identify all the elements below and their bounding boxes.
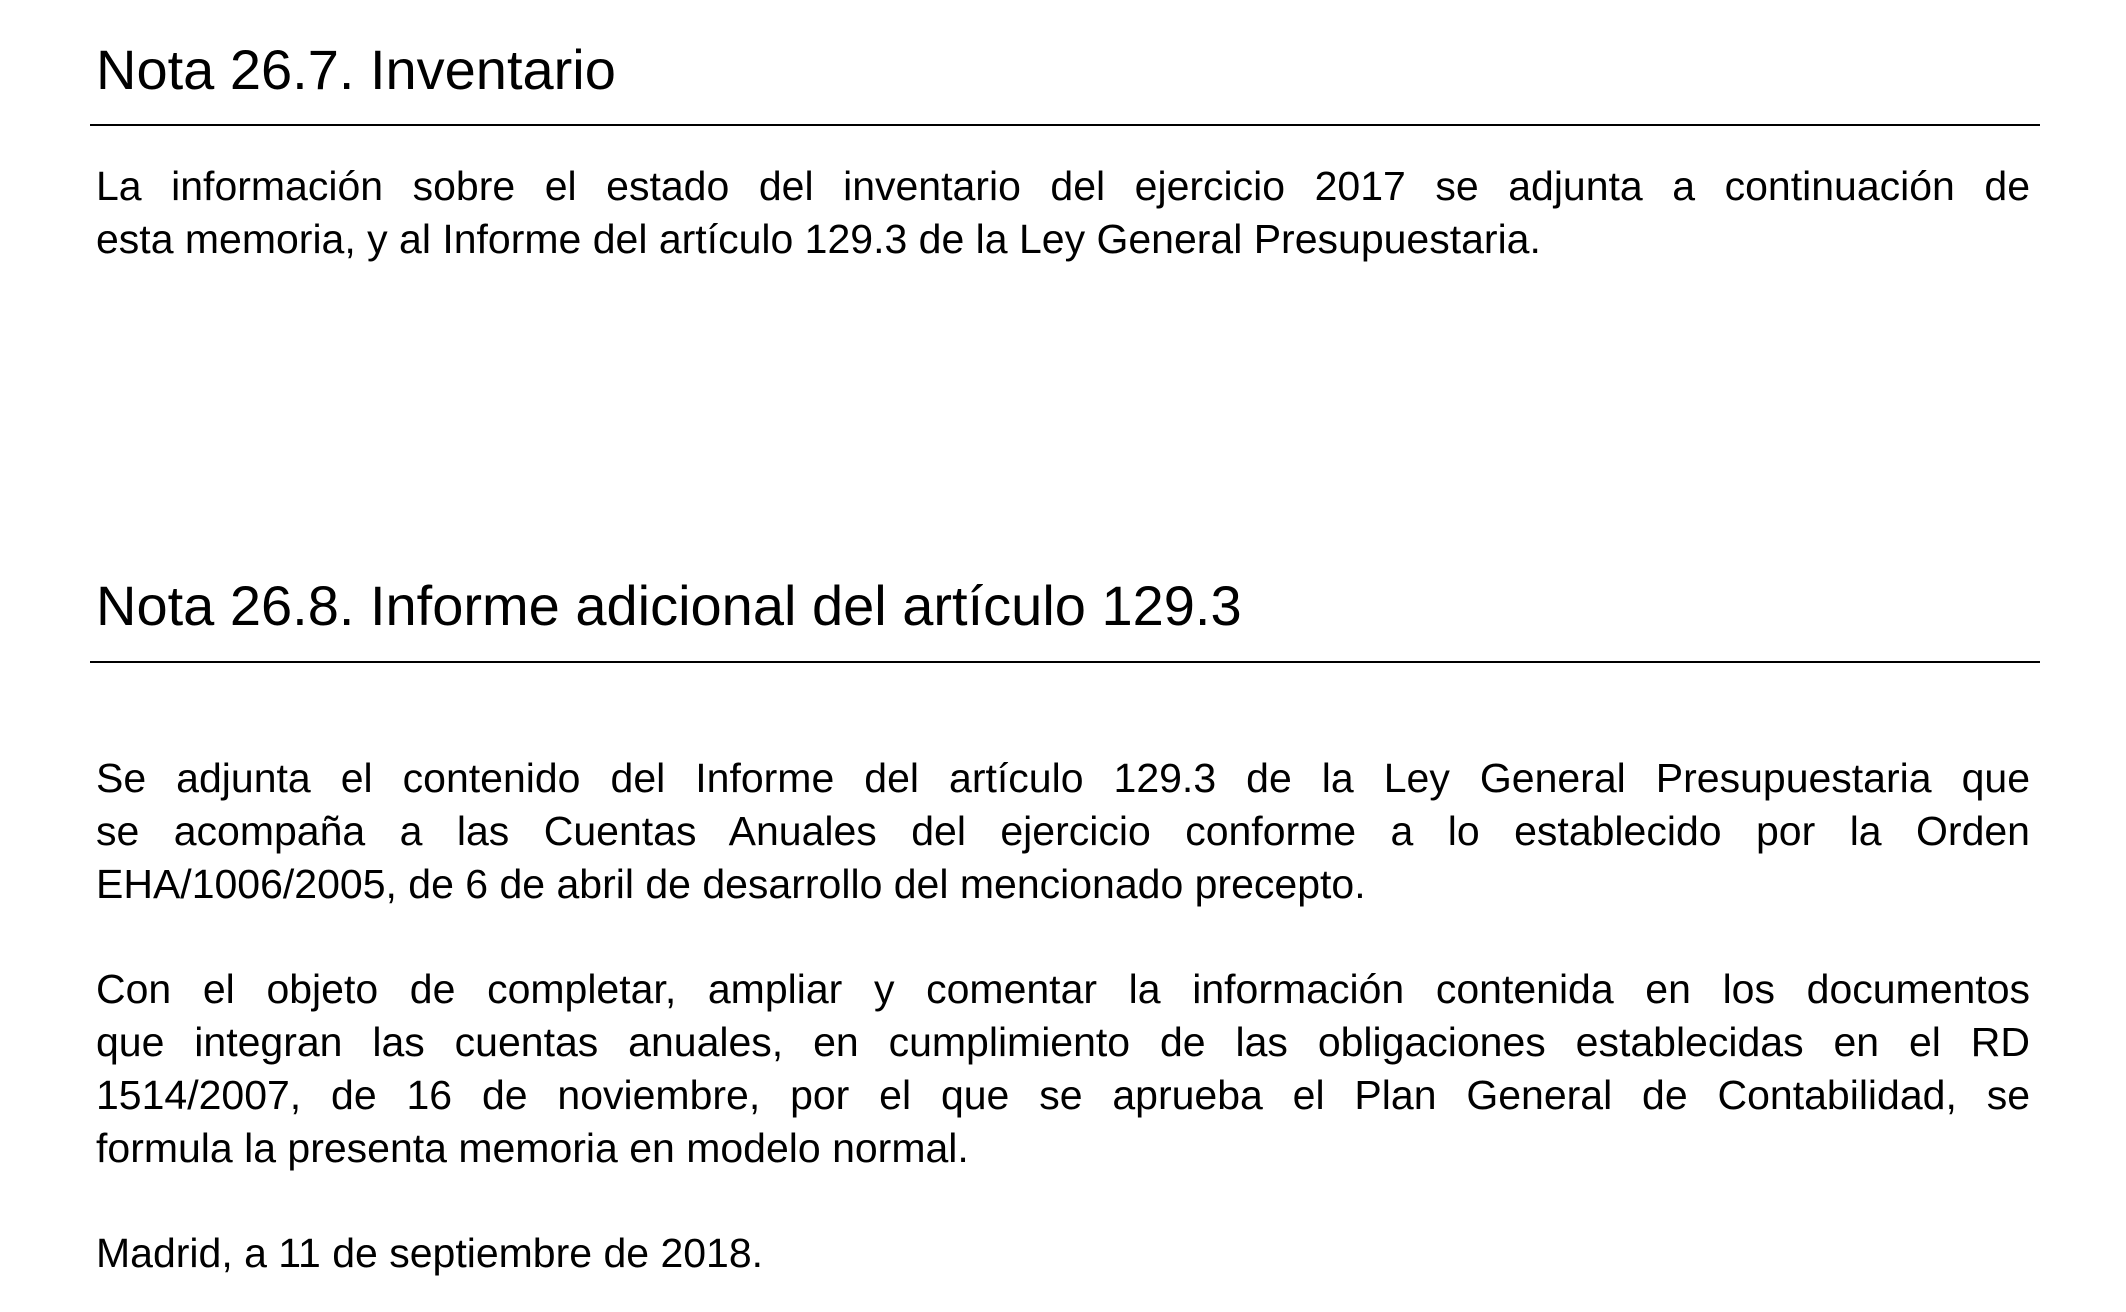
paragraph-inventario	[96, 160, 2030, 266]
closing-text: Madrid, a 11 de septiembre de 2018.	[96, 1230, 764, 1276]
paragraph-line: Se adjunta el contenido del Informe del artículo 129.3 de la Ley General Presupuestaria que	[96, 755, 2030, 801]
paragraph-line: 1514/2007, de 16 de noviembre, por el que se aprueba el Plan General de Contabilidad, se	[96, 1072, 2030, 1118]
paragraph-informe-adjunto	[96, 752, 2030, 911]
paragraph-line: Con el objeto de completar, ampliar y comentar la información contenida en los documentos	[96, 966, 2030, 1012]
closing-date-line	[96, 1227, 2030, 1280]
paragraph-line: La información sobre el estado del inventario del ejercicio 2017 se adjunta a continuación de	[96, 163, 2030, 209]
paragraph-line: esta memoria, y al Informe del artículo 129.3 de la Ley General Presupuestaria.	[96, 216, 1541, 262]
paragraph-line: EHA/1006/2005, de 6 de abril de desarrollo del mencionado precepto.	[96, 861, 1366, 907]
paragraph-line: formula la presenta memoria en modelo normal.	[96, 1125, 969, 1171]
heading-underline-rule	[90, 124, 2040, 126]
paragraph-line: que integran las cuentas anuales, en cumplimiento de las obligaciones establecidas en el RD	[96, 1019, 2030, 1065]
section-heading-informe-adicional: Nota 26.8. Informe adicional del artículo 129.3	[96, 574, 1242, 637]
paragraph-objeto-memoria	[96, 963, 2030, 1175]
section-heading-inventario: Nota 26.7. Inventario	[96, 38, 616, 101]
heading-underline-rule	[90, 661, 2040, 663]
paragraph-line: se acompaña a las Cuentas Anuales del ejercicio conforme a lo establecido por la Orden	[96, 808, 2030, 854]
